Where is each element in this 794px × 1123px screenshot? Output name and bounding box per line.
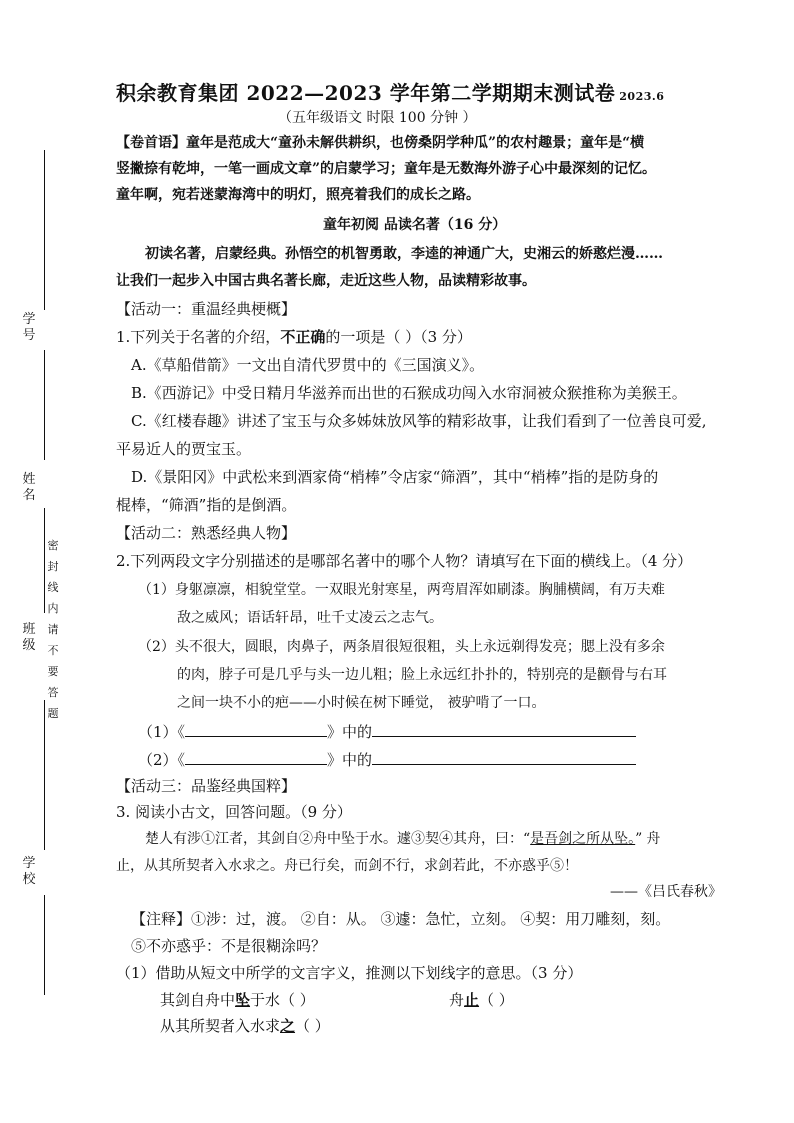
classical-source: ——《吕氏春秋》: [610, 884, 722, 900]
passage-2-line-2: 的肉，脖子可是几乎与头一边儿粗；脸上永远红扑扑的，特别亮的是颧骨与右耳: [177, 667, 667, 683]
margin-label-school: 学校: [22, 856, 36, 887]
answer-2-book-blank[interactable]: [185, 749, 327, 765]
exam-subtitle: （五年级语文 时限 100 分钟 ）: [278, 110, 477, 126]
answer-row-2: （2）《 》中的: [138, 749, 636, 770]
passage-2-line-1: （2）头不很大，圆眼，肉鼻子，两条眉很短很粗，头上永远剃得发亮；腮上没有多余: [138, 639, 665, 655]
word-2-underlined: 止: [464, 991, 480, 1009]
section-heading: 童年初阅 品读名著（16 分）: [323, 217, 507, 233]
word-item-1: 其剑自舟中坠于水（ ）: [160, 991, 315, 1009]
question-1: 1.下列关于名著的介绍，不正确的一项是（ ）（3 分）: [116, 328, 472, 346]
margin-line-bottom: [44, 895, 45, 995]
preface-line-1: 【卷首语】童年是范成大“童孙未解供耕织，也傍桑阴学种瓜”的农村趣景；童年是“横: [116, 135, 645, 151]
answer-1-book-blank[interactable]: [185, 721, 327, 737]
sub-question-1: （1）借助从短文中所学的文言字义，推测以下划线字的意思。（3 分）: [116, 964, 583, 982]
margin-line-top: [44, 150, 45, 310]
classical-quote: 是吾剑之所从坠。: [530, 831, 636, 847]
margin-line-school: [44, 700, 45, 850]
margin-label-class: 班级: [22, 622, 36, 653]
option-b: B.《西游记》中受日精月华滋养而出世的石猴成功闯入水帘洞被众猴推称为美猴王。: [131, 384, 687, 402]
margin-label-name: 姓名: [22, 472, 36, 503]
answer-1-character-blank[interactable]: [372, 721, 636, 737]
question-1-emphasis: 不正确: [280, 328, 326, 346]
passage-2-line-3: 之间一块不小的疤——小时候在树下睡觉， 被驴啃了一口。: [177, 695, 546, 711]
option-c-line-2: 平易近人的贾宝玉。: [116, 440, 252, 458]
preface-line-3: 童年啊，宛若迷蒙海湾中的明灯，照亮着我们的成长之路。: [116, 187, 480, 203]
activity3-heading: 【活动三：品鉴经典国粹】: [116, 777, 297, 795]
exam-title: 积余教育集团 2022—2023 学年第二学期期末测试卷 2023.6: [116, 81, 665, 105]
option-c-line-1: C.《红楼春趣》讲述了宝玉与众多姊妹放风筝的精彩故事，让我们看到了一位善良可爱,: [131, 412, 707, 430]
classical-text-line-2: 止，从其所契者入水求之。舟已行矣，而剑不行，求剑若此，不亦惑乎⑤！: [116, 858, 578, 874]
answer-row-1: （1）《 》中的: [138, 721, 636, 742]
section-intro-2: 让我们一起步入中国古典名著长廊，走近这些人物，品读精彩故事。: [116, 273, 536, 289]
passage-1-line-2: 敌之威风；语话轩昂，吐千丈凌云之志气。: [177, 610, 443, 626]
word-item-2: 舟止（ ）: [449, 991, 514, 1009]
activity1-heading: 【活动一：重温经典梗概】: [116, 300, 297, 318]
notes-line-2: ⑤不亦惑乎：不是很糊涂吗？: [131, 937, 327, 955]
passage-1-line-1: （1）身躯凛凛，相貌堂堂。一双眼光射寒星，两弯眉浑如刷漆。胸脯横阔，有万夫难: [138, 582, 665, 598]
margin-label-student-number: 学号: [22, 312, 36, 343]
word-3-underlined: 之: [280, 1017, 296, 1035]
word-1-underlined: 坠: [235, 991, 251, 1009]
margin-line-class: [44, 508, 45, 613]
activity2-heading: 【活动二：熟悉经典人物】: [116, 524, 297, 542]
option-d-line-1: D.《景阳冈》中武松来到酒家倚“梢棒”令店家“筛酒”，其中“梢棒”指的是防身的: [131, 468, 659, 486]
word-item-3: 从其所契者入水求之（ ）: [160, 1017, 330, 1035]
option-d-line-2: 棍棒，“筛酒”指的是倒酒。: [116, 496, 297, 514]
classical-text-line-1: 楚人有涉①江者，其剑自②舟中坠于水。遽③契④其舟，曰：“是吾剑之所从坠。” 舟: [145, 831, 661, 847]
margin-line-name: [44, 350, 45, 460]
preface-line-2: 竖撇捺有乾坤，一笔一画成文章”的启蒙学习；童年是无数海外游子心中最深刻的记忆。: [116, 161, 657, 177]
question-2: 2.下列两段文字分别描述的是哪部名著中的哪个人物？请填写在下面的横线上。（4 分）: [116, 552, 693, 570]
notes-line-1: 【注释】①涉：过，渡。 ②自：从。 ③遽：急忙，立刻。 ④契：用刀雕刻，刻。: [131, 910, 671, 928]
section-intro-1: 初读名著，启蒙经典。孙悟空的机智勇敢，李逵的神通广大，史湘云的娇憨烂漫……: [145, 246, 663, 262]
exam-date: 2023.6: [619, 90, 665, 103]
answer-2-character-blank[interactable]: [372, 749, 636, 765]
option-a: A.《草船借箭》一文出自清代罗贯中的《三国演义》。: [131, 356, 485, 374]
margin-seal-notice: 密封线内请不要答题: [47, 539, 59, 720]
question-3: 3. 阅读小古文，回答问题。（9 分）: [116, 803, 352, 821]
